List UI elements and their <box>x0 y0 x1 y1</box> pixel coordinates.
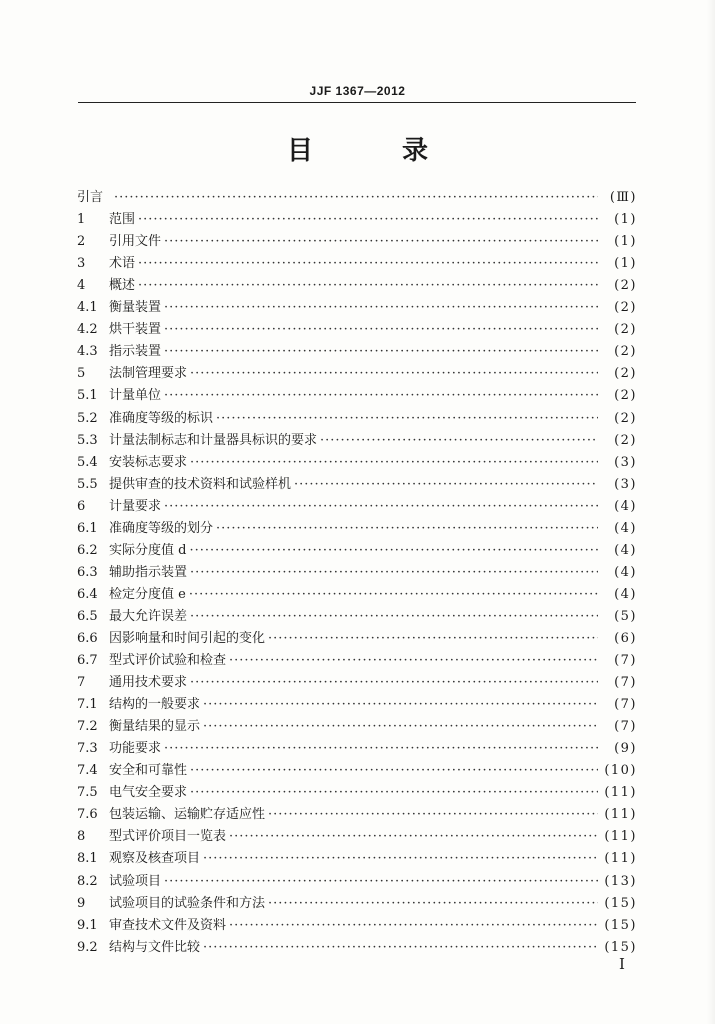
toc-entry-title: 衡量装置 <box>109 300 162 316</box>
toc-entry-page: (2) <box>614 366 637 382</box>
toc-entry-title: 功能要求 <box>109 741 162 757</box>
toc-entry-page: (2) <box>614 300 637 316</box>
toc-leader-dots <box>164 297 598 319</box>
toc-leader-dots <box>190 760 598 782</box>
toc-entry-number: 7.4 <box>77 763 98 779</box>
toc-leader-dots <box>190 606 598 628</box>
toc-entry-number: 7 <box>77 675 86 691</box>
toc-entry-page: (4) <box>614 520 637 536</box>
toc-entry <box>77 826 637 848</box>
toc-entry-title: 指示装置 <box>109 344 162 360</box>
toc-entry-number: 4 <box>77 278 86 294</box>
toc-entry-page: (15) <box>604 939 637 955</box>
toc-entry-title: 型式评价项目一览表 <box>109 829 227 845</box>
toc-leader-dots <box>294 474 598 496</box>
toc-entry <box>77 385 637 407</box>
toc-entry-number: 6.1 <box>77 520 98 536</box>
toc-entry <box>77 253 637 275</box>
toc-leader-dots <box>164 871 598 893</box>
toc-entry <box>77 628 637 650</box>
toc-entry <box>77 694 637 716</box>
toc-entry-number: 7.2 <box>77 719 98 735</box>
toc-entry-page: (4) <box>614 564 637 580</box>
toc-entry-page: (2) <box>614 432 637 448</box>
toc-entry-title: 观察及核查项目 <box>109 851 201 867</box>
toc-entry-page: (11) <box>604 829 637 845</box>
toc-leader-dots <box>190 782 598 804</box>
toc-entry-page: (4) <box>614 498 637 514</box>
toc-entry-title: 结构与文件比较 <box>109 939 201 955</box>
toc-entry-number: 4.1 <box>77 300 98 316</box>
toc-entry-page: (7) <box>614 719 637 735</box>
toc-entry-number: 6.2 <box>77 542 98 558</box>
toc-entry <box>77 650 637 672</box>
toc-entry-number: 6.3 <box>77 564 98 580</box>
toc-entry <box>77 540 637 562</box>
toc-entry-number: 4.3 <box>77 344 98 360</box>
toc-entry-page: (10) <box>604 763 637 779</box>
toc-entry-number: 5.1 <box>77 388 98 404</box>
toc-entry <box>77 804 637 826</box>
toc-entry-number: 7.6 <box>77 807 98 823</box>
toc-entry-title: 结构的一般要求 <box>109 697 201 713</box>
toc-entry-number: 6.6 <box>77 630 98 646</box>
toc-entry-title: 试验项目的试验条件和方法 <box>109 895 266 911</box>
page-number: Ⅰ <box>619 955 625 973</box>
toc-entry-title: 实际分度值 d <box>109 542 187 558</box>
toc-leader-dots <box>268 804 598 826</box>
toc-entry-page: (3) <box>614 454 637 470</box>
toc-entry <box>77 430 637 452</box>
toc-entry-page: (1) <box>614 234 637 250</box>
toc-entry <box>77 341 637 363</box>
toc-entry-page: (Ⅲ) <box>609 190 637 206</box>
scan-edge <box>707 0 715 1024</box>
toc-entry-title: 计量要求 <box>109 498 162 514</box>
toc-entry-number: 2 <box>77 234 86 250</box>
toc-entry-number: 5.4 <box>77 454 98 470</box>
toc-entry-title: 检定分度值 e <box>109 586 186 602</box>
toc-entry-title: 衡量结果的显示 <box>109 719 201 735</box>
toc-leader-dots <box>229 650 598 672</box>
toc-entry-number: 8.2 <box>77 873 98 889</box>
toc-entry-page: (15) <box>604 917 637 933</box>
toc-entry <box>77 496 637 518</box>
toc-entry <box>77 760 637 782</box>
toc-entry-title: 包装运输、运输贮存适应性 <box>109 807 266 823</box>
toc-entry <box>77 738 637 760</box>
toc-entry-title: 法制管理要求 <box>109 366 188 382</box>
toc-entry-page: (15) <box>604 895 637 911</box>
toc-entry <box>77 716 637 738</box>
toc-entry-title: 准确度等级的划分 <box>109 520 214 536</box>
toc-entry-title: 因影响量和时间引起的变化 <box>109 630 266 646</box>
toc-entry <box>77 870 637 892</box>
toc-entry <box>77 187 637 209</box>
toc-entry-page: (2) <box>614 322 637 338</box>
document-code-header: JJF 1367—2012 <box>309 84 406 98</box>
toc-leader-dots <box>216 408 598 430</box>
toc-leader-dots <box>189 540 598 562</box>
toc-entry <box>77 672 637 694</box>
toc-entry-page: (2) <box>614 388 637 404</box>
toc-entry-page: (5) <box>614 608 637 624</box>
toc-entry <box>77 915 637 937</box>
header-rule <box>78 102 636 103</box>
toc-entry-number: 引言 <box>77 190 104 206</box>
toc-entry-number: 6.5 <box>77 608 98 624</box>
toc-entry <box>77 363 637 385</box>
toc-entry-title: 烘干装置 <box>109 322 162 338</box>
toc-entry-page: (3) <box>614 476 637 492</box>
toc-leader-dots <box>216 518 598 540</box>
toc-entry-title: 术语 <box>109 256 136 272</box>
toc-entry-number: 9 <box>77 895 86 911</box>
toc-entry-page: (1) <box>614 212 637 228</box>
toc-entry-page: (2) <box>614 278 637 294</box>
toc-entry-title: 通用技术要求 <box>109 675 188 691</box>
toc-entry <box>77 297 637 319</box>
toc-leader-dots <box>229 915 598 937</box>
toc-entry <box>77 518 637 540</box>
toc-leader-dots <box>164 496 598 518</box>
toc-entry <box>77 782 637 804</box>
toc-entry-number: 5.5 <box>77 476 98 492</box>
toc-entry-page: (4) <box>614 542 637 558</box>
toc-entry-page: (9) <box>614 741 637 757</box>
toc-entry-number: 6 <box>77 498 86 514</box>
toc-leader-dots <box>164 341 598 363</box>
toc-leader-dots <box>138 275 598 297</box>
toc-entry <box>77 452 637 474</box>
toc-leader-dots <box>164 319 598 341</box>
toc-leader-dots <box>320 430 598 452</box>
toc-entry-number: 5 <box>77 366 86 382</box>
toc-entry-number: 5.2 <box>77 410 98 426</box>
toc-entry <box>77 937 637 959</box>
toc-entry-number: 3 <box>77 256 86 272</box>
toc-leader-dots <box>138 253 598 275</box>
toc-entry-page: (7) <box>614 675 637 691</box>
toc-leader-dots <box>190 363 598 385</box>
toc-leader-dots <box>229 826 598 848</box>
toc-entry-number: 6.7 <box>77 653 98 669</box>
toc-entry-title: 审查技术文件及资料 <box>109 917 227 933</box>
toc-entry-page: (11) <box>604 807 637 823</box>
toc-entry-page: (11) <box>604 851 637 867</box>
toc-entry <box>77 319 637 341</box>
toc-entry-number: 7.1 <box>77 697 98 713</box>
toc-entry <box>77 848 637 870</box>
toc-entry-title: 安全和可靠性 <box>109 763 188 779</box>
toc-leader-dots <box>203 694 598 716</box>
toc-entry-title: 准确度等级的标识 <box>109 410 214 426</box>
toc-leader-dots <box>164 231 598 253</box>
toc-leader-dots <box>190 672 598 694</box>
toc-entry-title: 范围 <box>109 212 136 228</box>
toc-entry-title: 引用文件 <box>109 234 162 250</box>
toc-entry <box>77 584 637 606</box>
toc-leader-dots <box>203 937 598 959</box>
toc-entry <box>77 275 637 297</box>
toc-leader-dots <box>164 738 598 760</box>
toc-entry-number: 6.4 <box>77 586 98 602</box>
toc-entry-number: 9.1 <box>77 917 98 933</box>
toc-entry-page: (13) <box>604 873 637 889</box>
toc-entry-title: 计量单位 <box>109 388 162 404</box>
toc-leader-dots <box>138 209 598 231</box>
toc-entry-title: 计量法制标志和计量器具标识的要求 <box>109 432 318 448</box>
table-of-contents <box>77 187 637 959</box>
toc-entry-title: 电气安全要求 <box>109 785 188 801</box>
toc-leader-dots <box>190 452 598 474</box>
toc-entry-title: 安装标志要求 <box>109 454 188 470</box>
toc-entry-number: 8 <box>77 829 86 845</box>
toc-entry-number: 4.2 <box>77 322 98 338</box>
toc-entry-page: (7) <box>614 697 637 713</box>
toc-entry <box>77 606 637 628</box>
toc-entry-title: 型式评价试验和检查 <box>109 653 227 669</box>
toc-entry-number: 1 <box>77 212 86 228</box>
toc-entry <box>77 562 637 584</box>
toc-leader-dots <box>190 562 598 584</box>
toc-entry-title: 概述 <box>109 278 136 294</box>
toc-leader-dots <box>268 893 598 915</box>
toc-entry-title: 试验项目 <box>109 873 162 889</box>
toc-entry-page: (1) <box>614 256 637 272</box>
toc-entry-page: (4) <box>614 586 637 602</box>
toc-entry-number: 7.3 <box>77 741 98 757</box>
toc-entry <box>77 209 637 231</box>
toc-entry-page: (2) <box>614 410 637 426</box>
toc-entry-number: 5.3 <box>77 432 98 448</box>
toc-entry-title: 提供审查的技术资料和试验样机 <box>109 476 292 492</box>
toc-leader-dots <box>114 187 598 209</box>
toc-leader-dots <box>203 716 598 738</box>
page-title: 目 录 <box>286 136 469 166</box>
toc-entry <box>77 231 637 253</box>
toc-entry-number: 9.2 <box>77 939 98 955</box>
toc-entry-page: (6) <box>614 630 637 646</box>
toc-entry <box>77 474 637 496</box>
toc-entry-number: 8.1 <box>77 851 98 867</box>
toc-entry-title: 辅助指示装置 <box>109 564 188 580</box>
toc-entry <box>77 407 637 429</box>
toc-leader-dots <box>203 848 598 870</box>
toc-entry <box>77 893 637 915</box>
toc-leader-dots <box>164 385 598 407</box>
toc-leader-dots <box>189 584 598 606</box>
toc-entry-page: (11) <box>604 785 637 801</box>
toc-entry-number: 7.5 <box>77 785 98 801</box>
toc-entry-page: (7) <box>614 653 637 669</box>
toc-leader-dots <box>268 628 598 650</box>
toc-entry-page: (2) <box>614 344 637 360</box>
toc-entry-title: 最大允许误差 <box>109 608 188 624</box>
